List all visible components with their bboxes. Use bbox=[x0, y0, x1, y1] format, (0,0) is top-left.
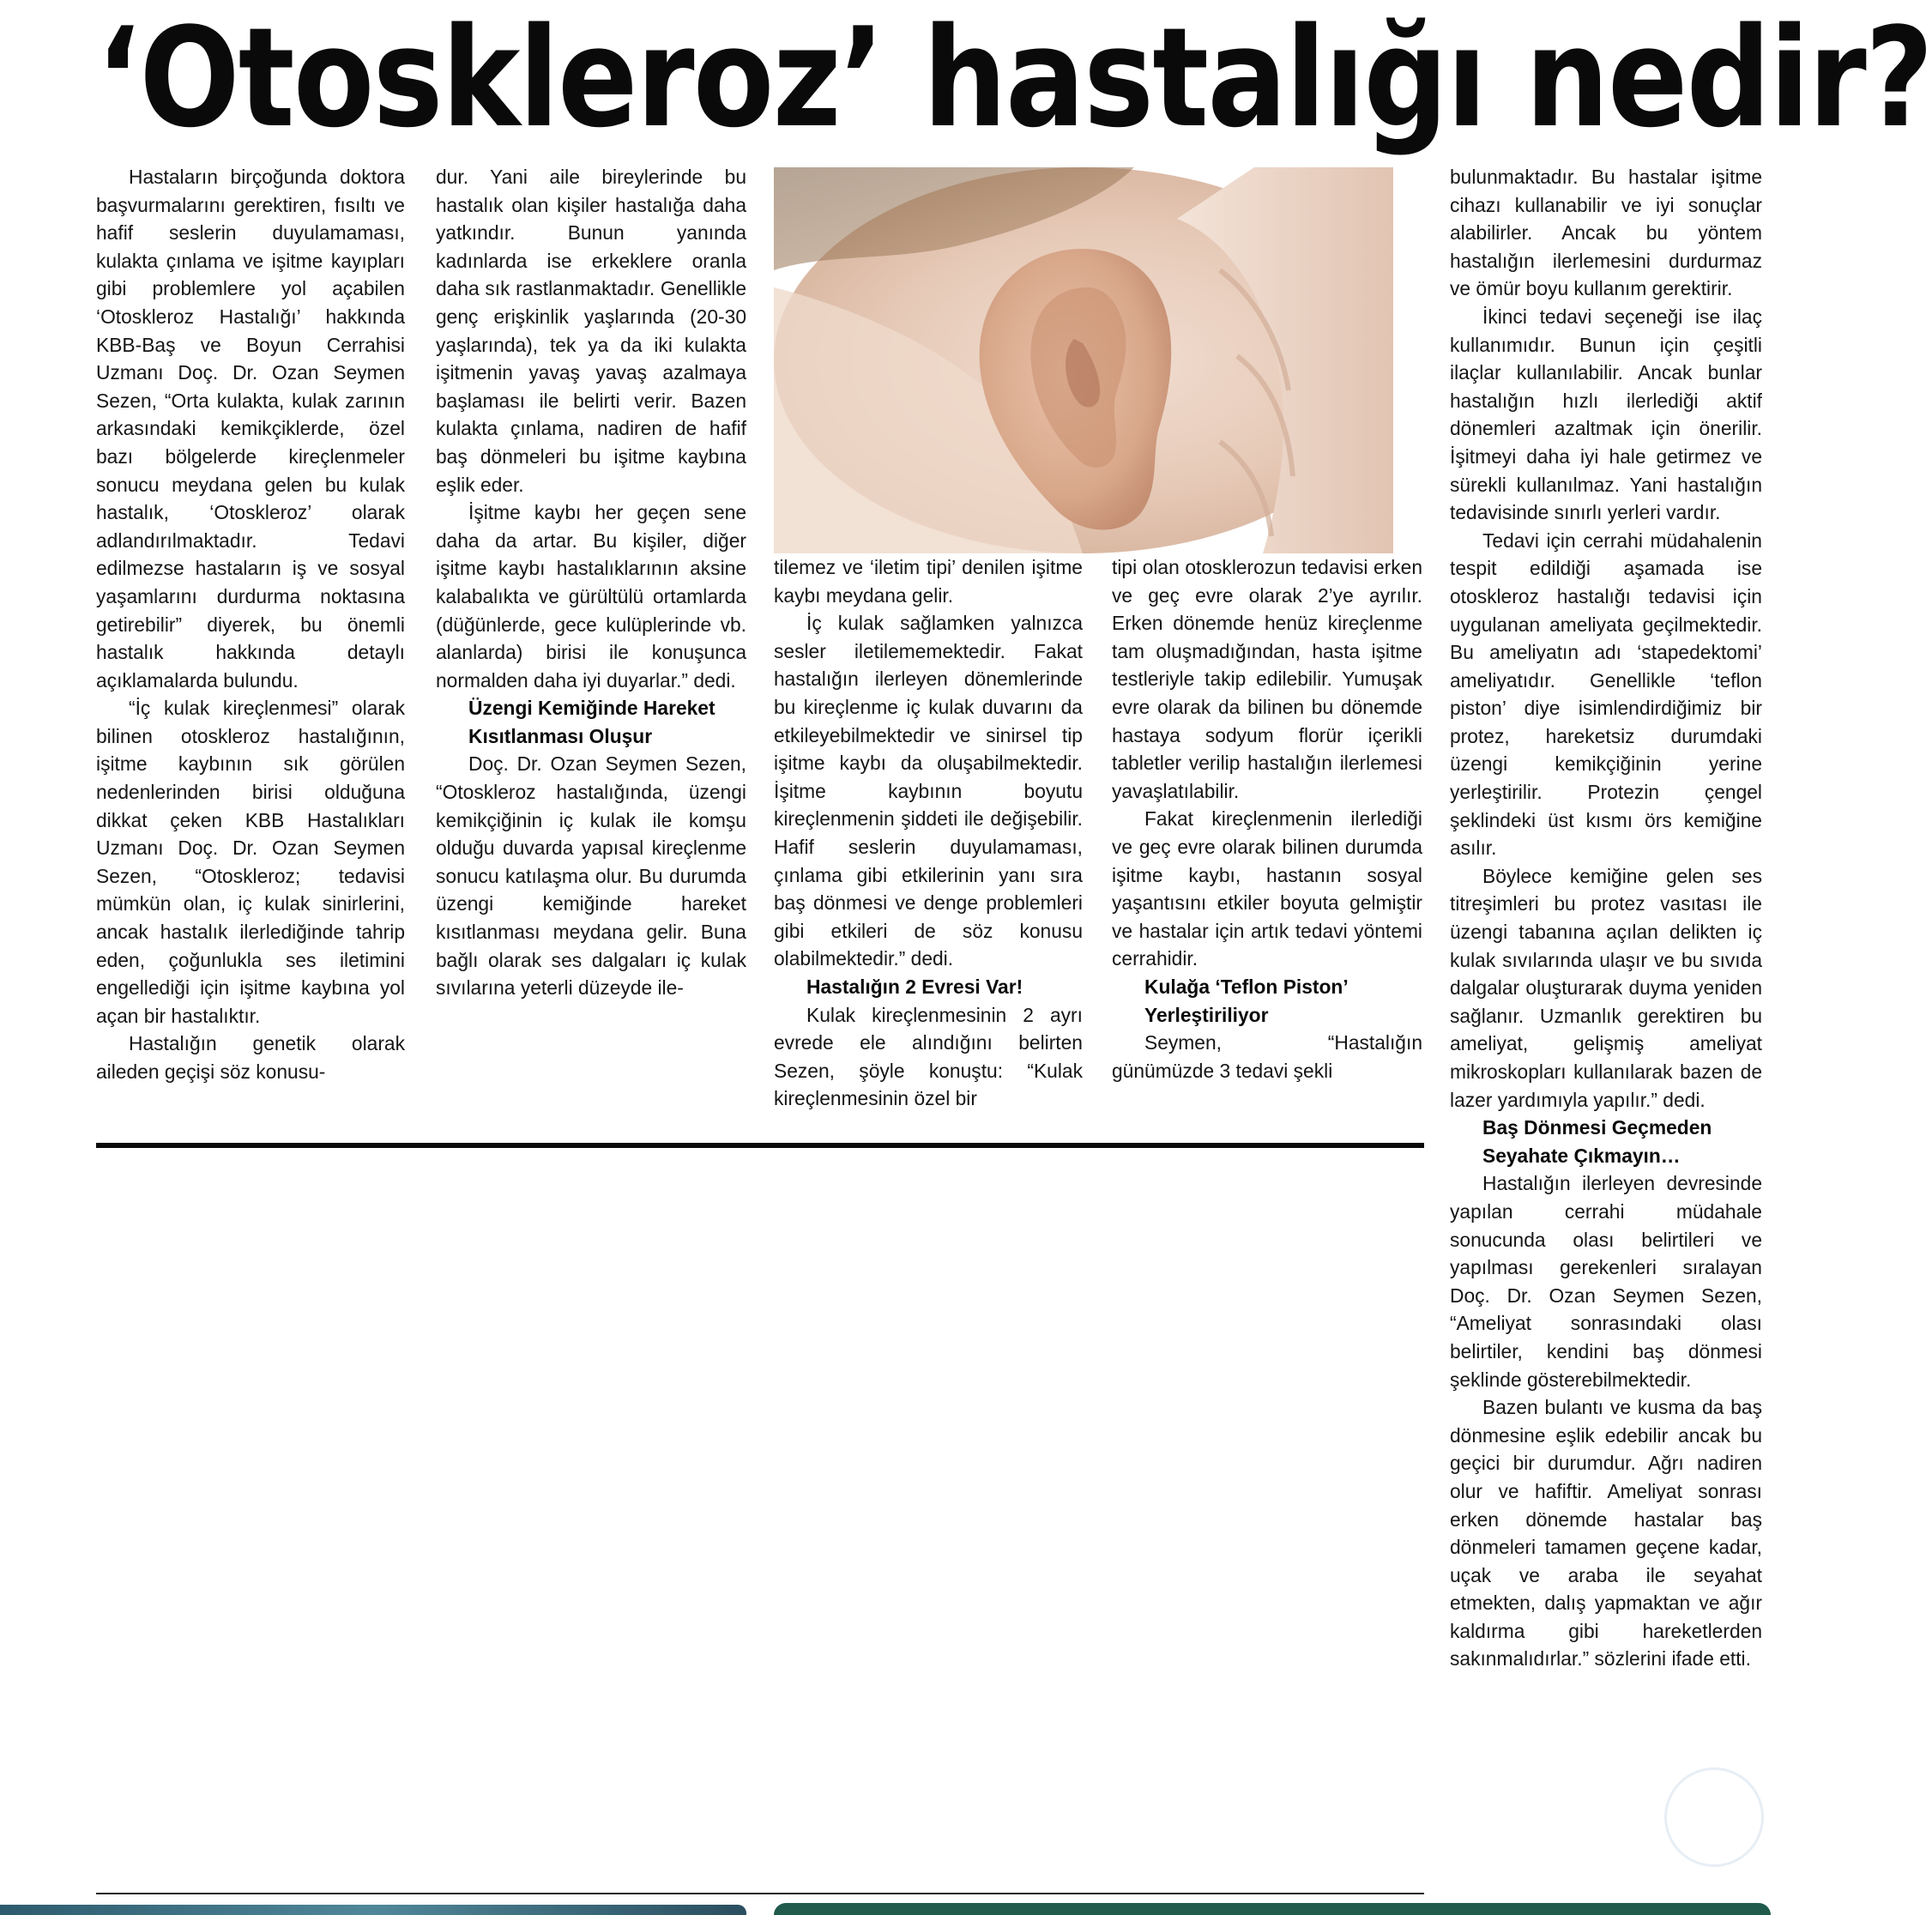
paragraph: Doç. Dr. Ozan Seymen Sezen, “Otoskleroz hastalığında, üzengi kemikçiğinin iç kulak ile komşu olduğu duvarda yapısal kireçlenme sonucu katılaşma olur. Bu durumda üzengi kemiğinde hareket kısıtlanması meydana gelir. Buna bağlı olarak ses dalgaları iç kulak sıvılarına yeterli düzeyde ile- bbox=[436, 752, 746, 1000]
paragraph: Fakat kireçlenmenin ilerlediği ve geç evre olarak bilinen durumda işitme kaybı, hastanın sosyal yaşantısını etkiler boyuta gelmiştir ve hastalar için artık tedavi yöntemi cerrahidir. bbox=[1112, 807, 1422, 970]
article-column-2 bbox=[436, 163, 746, 1143]
paragraph: İç kulak sağlamken yalnızca sesler iletilememektedir. Fakat hastalığın ilerleyen dönemlerinde bu kireçlenme iç kulak duvarını da etkileyebilmektedir ve sinirsel tip işitme kaybı da oluşabilmektedir. İşitme kaybının boyutu kireçlenmenin şiddeti ile değişebilir. Hafif seslerin duyulamaması, çınlama gibi etkilerinin yanı sıra baş dönmesi ve denge problemleri gibi etkileri de söz konusu olabilmektedir.” dedi. bbox=[774, 612, 1083, 970]
subheading: Kulağa ‘Teflon Piston’ Yerleştiriliyor bbox=[1144, 975, 1348, 1026]
footer-banner-left bbox=[0, 1905, 746, 1915]
paragraph: İkinci tedavi seçeneği ise ilaç kullanımıdır. Bunun için çeşitli ilaçlar kullanılabilir. Ancak bunlar hastalığın hızlı ilerlediği aktif dönemleri azaltmak için önerilir. İşitmeyi daha iyi hale getirmez ve sürekli kullanılmaz. Yani hastalığın tedavisinde sınırlı yerleri vardır. bbox=[1450, 305, 1762, 524]
paragraph: Seymen, “Hastalığın günümüzde 3 tedavi şekli bbox=[1112, 1031, 1422, 1082]
watermark-logo bbox=[1664, 1767, 1764, 1867]
ear-photo bbox=[774, 167, 1393, 553]
article-column-1 bbox=[96, 163, 405, 1143]
paragraph: Böylece kemiğine gelen ses titreşimleri bu protez vasıtası ile üzengi tabanına açılan delikten iç kulak sıvılarında ulaşır ve bu sıvıda dalgalar oluşturarak duyma yeniden sağlanır. Uzmanlık gerektiren bu ameliyat, gelişmiş ameliyat mikroskopları kullanılarak bazen de lazer yardımıyla yapılır.” dedi. bbox=[1450, 864, 1762, 1111]
paragraph: “İç kulak kireçlenmesi” olarak bilinen otoskleroz hastalığının, işitme kaybının sık görülen nedenlerinden birisi olduğuna dikkat çeken KBB Hastalıkları Uzmanı Doç. Dr. Ozan Seymen Sezen, “Otoskleroz; tedavisi mümkün olan, iç kulak sinirlerini, ancak hastalık ilerlediğinde tahrip eden, çoğunlukla ses iletimini engellediği için işitme kaybına yol açan bir hastalıktır. bbox=[96, 697, 405, 1027]
page-bottom-rule bbox=[96, 1893, 1424, 1894]
paragraph: Hastalığın ilerleyen devresinde yapılan cerrahi müdahale sonucunda olası belirtileri ve yapılması gerekenleri sıralayan Doç. Dr. Ozan Seymen Sezen, “Ameliyat sonrasındaki olası belirtiler, kendini baş dönmesi şeklinde gösterebilmektedir. bbox=[1450, 1172, 1762, 1391]
subheading: Hastalığın 2 Evresi Var! bbox=[806, 975, 1023, 998]
paragraph: Kulak kireçlenmesinin 2 ayrı evrede ele alındığını belirten Sezen, şöyle konuştu: “Kulak kireçlenmesinin özel bir bbox=[774, 1003, 1083, 1110]
subheading: Baş Dönmesi Geçmeden Seyahate Çıkmayın… bbox=[1482, 1116, 1712, 1167]
article-column-4 bbox=[1112, 553, 1422, 1143]
article-column-3 bbox=[774, 553, 1083, 1143]
footer-banner-right bbox=[774, 1903, 1771, 1915]
paragraph: Tedavi için cerrahi müdahalenin tespit edildiği aşamada ise otoskleroz hastalığı tedavisi için uygulanan ameliyata geçilmektedir. Bu ameliyatın adı ‘stapedektomi’ ameliyatıdır. Genellikle ‘teflon piston’ diye isimlendirdiğimiz bir protez, hareketsiz durumdaki üzengi kemikçiğinin yerine yerleştirilir. Protezin çengel şeklindeki üst kısmı örs kemiğine asılır. bbox=[1450, 529, 1762, 860]
column-divider-rule bbox=[96, 1143, 1424, 1148]
paragraph: İşitme kaybı her geçen sene daha da artar. Bu kişiler, diğer işitme kaybı hastalıklarının aksine kalabalıkta ve gürültülü ortamlarda (düğünlerde, gece kulüplerinde vb. alanlarda) birisi ile konuşunca normalden daha iyi duyarlar.” dedi. bbox=[436, 501, 746, 692]
ear-illustration bbox=[774, 167, 1393, 553]
paragraph: dur. Yani aile bireylerinde bu hastalık olan kişiler hastalığa daha yatkındır. Bunun yanında kadınlarda ise erkeklere oranla daha sık rastlanmaktadır. Genellikle genç erişkinlik yaşlarında (20-30 yaşlarında), tek ya da iki kulakta işitmenin yavaş yavaş azalmaya başlaması ile belirti verir. Bazen kulakta çınlama, nadiren de hafif baş dönmeleri bu işitme kaybına eşlik eder. bbox=[436, 166, 746, 496]
paragraph: bulunmaktadır. Bu hastalar işitme cihazı kullanabilir ve iyi sonuçlar alabilirler. Ancak bu yöntem hastalığın ilerlemesini durdurmaz ve ömür boyu kullanım gerektirir. bbox=[1450, 166, 1762, 300]
headline: ‘Otoskleroz’ hastalığı nedir? bbox=[96, 0, 1932, 158]
paragraph: Hastalığın genetik olarak aileden geçişi söz konusu- bbox=[96, 1032, 405, 1083]
paragraph: tipi olan otosklerozun tedavisi erken ve geç evre olarak 2’ye ayrılır. Erken dönemde henüz kireçlenme tam oluşmadığından, hasta işitme testleriyle takip edilebilir. Yumuşak evre olarak da bilinen bu dönemde hastaya sodyum florür içerikli tabletler verilip hastalığın ilerlemesi yavaşlatılabilir. bbox=[1112, 556, 1422, 802]
article-column-5 bbox=[1450, 163, 1762, 1889]
paragraph: Bazen bulantı ve kusma da baş dönmesine eşlik edebilir ancak bu geçici bir durumdur. Ağrı nadiren olur ve hafiftir. Ameliyat sonrası erken dönemde hastalar baş dönmeleri tamamen geçene kadar, uçak ve araba ile seyahat etmekten, dalış yapmaktan ve ağır kaldırma gibi hareketlerden sakınmalıdırlar.” sözlerini ifade etti. bbox=[1450, 1396, 1762, 1670]
paragraph: tilemez ve ‘iletim tipi’ denilen işitme kaybı meydana gelir. bbox=[774, 556, 1083, 607]
subheading: Üzengi Kemiğinde Hareket Kısıtlanması Oluşur bbox=[468, 697, 715, 747]
paragraph: Hastaların birçoğunda doktora başvurmalarını gerektiren, fısıltı ve hafif seslerin duyulamaması, kulakta çınlama ve işitme kayıpları gibi problemlere yol açabilen ‘Otoskleroz Hastalığı’ hakkında KBB-Baş ve Boyun Cerrahisi Uzmanı Doç. Dr. Ozan Seymen Sezen, “Orta kulakta, kulak zarının arkasındaki kemikçiklerde, özel bazı bölgelerde kireçlenmeler sonucu meydana gelen bu kulak hastalık, ‘Otoskleroz’ olarak adlandırılmaktadır. Tedavi edilmezse hastaların iş ve sosyal yaşamlarını durdurma noktasına getirebilir” diyerek, bu önemli hastalık hakkında detaylı açıklamalarda bulundu. bbox=[96, 166, 405, 692]
